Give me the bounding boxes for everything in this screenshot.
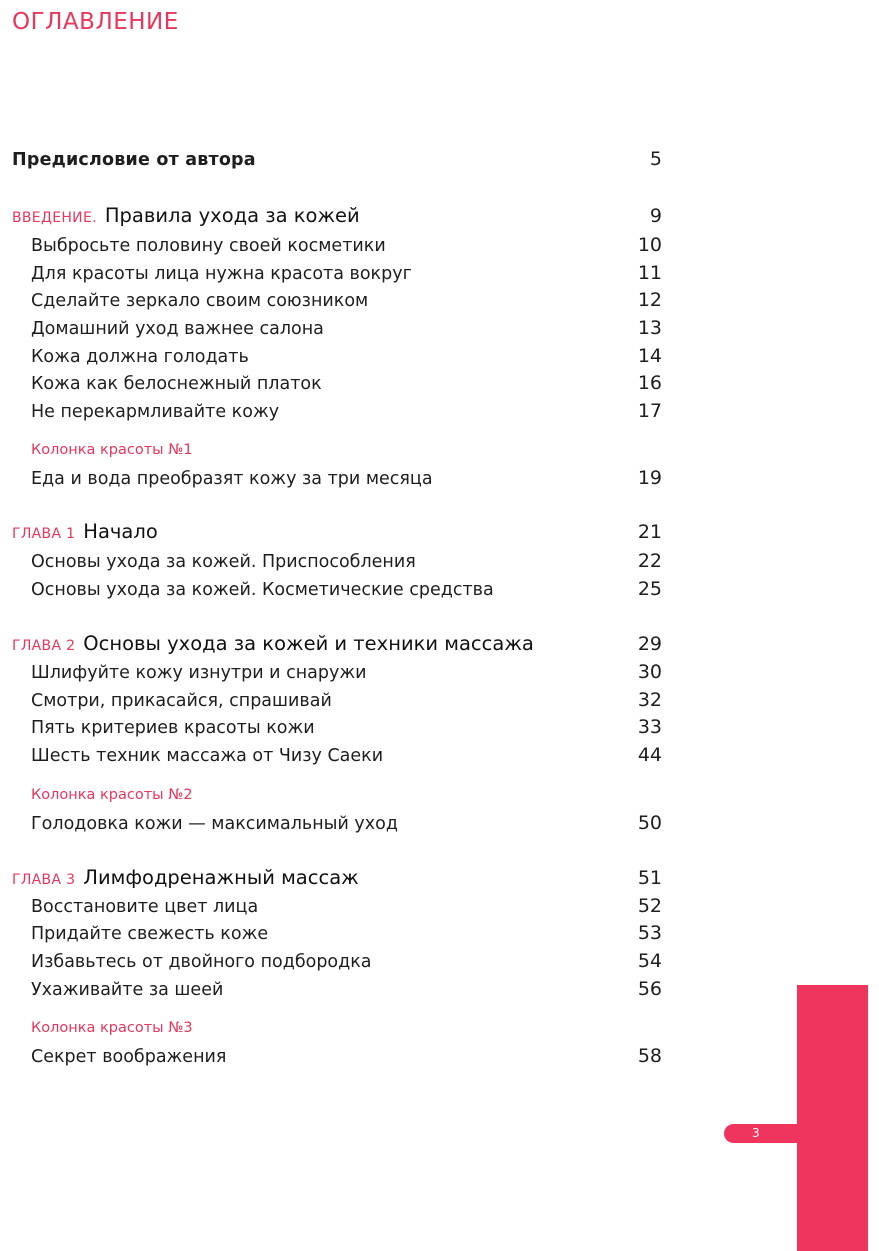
beauty-column-label: Колонка красоты №2 — [31, 787, 193, 803]
toc-page-number: 50 — [637, 812, 662, 834]
toc-entry-label: Пять критериев красоты кожи — [31, 718, 315, 738]
toc-entry[interactable] — [0, 950, 662, 972]
toc-page-number: 54 — [637, 950, 662, 972]
section-prefix: ГЛАВА 3 — [12, 872, 76, 888]
section-heading-chapter-3[interactable] — [0, 866, 662, 889]
toc-entry-label: Выбросьте половину своей косметики — [31, 236, 386, 256]
toc-entry-label: Ухаживайте за шеей — [31, 980, 224, 1000]
toc-page-number: 13 — [637, 317, 662, 339]
toc-entry[interactable] — [0, 372, 662, 394]
toc-entry-label: Секрет воображения — [31, 1047, 227, 1067]
toc-entry[interactable] — [0, 550, 662, 572]
toc-entry-label: Восстановите цвет лица — [31, 897, 259, 917]
toc-page-number: 17 — [637, 400, 662, 422]
toc-entry[interactable] — [0, 289, 662, 311]
toc-entry[interactable] — [0, 400, 662, 422]
toc-entry[interactable] — [0, 234, 662, 256]
toc-page-number: 5 — [649, 148, 662, 170]
toc-entry-label: Голодовка кожи — максимальный уход — [31, 814, 398, 834]
toc-entry-label: Кожа должна голодать — [31, 347, 249, 367]
toc-page-number: 25 — [637, 578, 662, 600]
toc-page-number: 16 — [637, 372, 662, 394]
toc-entry-beauty-column[interactable] — [0, 812, 662, 834]
toc-entry[interactable] — [0, 922, 662, 944]
toc-entry-label: Основы ухода за кожей. Косметические средства — [31, 580, 494, 600]
toc-entry[interactable] — [0, 716, 662, 738]
toc-entry-beauty-column[interactable] — [0, 1045, 662, 1067]
toc-page-number: 19 — [637, 467, 662, 489]
toc-entry-label: Кожа как белоснежный платок — [31, 374, 322, 394]
page-number: 3 — [752, 1126, 760, 1140]
toc-entry-label: Домашний уход важнее салона — [31, 319, 324, 339]
toc-page-number: 51 — [637, 867, 662, 889]
section-title: Правила ухода за кожей — [104, 204, 360, 227]
section-prefix: ГЛАВА 1 — [12, 526, 76, 542]
toc-entry[interactable] — [0, 689, 662, 711]
toc-entry-label: Основы ухода за кожей. Приспособления — [31, 552, 416, 572]
toc-entry-label: Придайте свежесть коже — [31, 924, 269, 944]
toc-page-number: 9 — [649, 205, 662, 227]
toc-page-number: 52 — [637, 895, 662, 917]
section-title: Начало — [83, 520, 158, 543]
toc-entry[interactable] — [0, 744, 662, 766]
toc-entry[interactable] — [0, 661, 662, 683]
toc-entry-label: Избавьтесь от двойного подбородка — [31, 952, 372, 972]
beauty-column-label: Колонка красоты №3 — [31, 1020, 193, 1036]
toc-page-number: 21 — [637, 521, 662, 543]
toc-entry-label: Для красоты лица нужна красота вокруг — [31, 264, 412, 284]
section-title: Лимфодренажный массаж — [83, 866, 359, 889]
toc-page-number: 56 — [637, 978, 662, 1000]
section-heading-chapter-1[interactable] — [0, 520, 662, 543]
toc-page-number: 58 — [637, 1045, 662, 1067]
toc-page-number: 14 — [637, 345, 662, 367]
page-title: ОГЛАВЛЕНИЕ — [12, 9, 179, 35]
toc-page-number: 12 — [637, 289, 662, 311]
toc-page-number: 44 — [637, 744, 662, 766]
toc-entry-label: Шлифуйте кожу изнутри и снаружи — [31, 663, 367, 683]
section-heading-intro[interactable] — [0, 204, 662, 227]
section-prefix: ГЛАВА 2 — [12, 638, 76, 654]
page-number-tab — [724, 1124, 868, 1143]
toc-entry[interactable] — [0, 895, 662, 917]
toc-entry[interactable] — [0, 317, 662, 339]
toc-entry-beauty-column[interactable] — [0, 467, 662, 489]
decorative-red-bar — [797, 985, 868, 1251]
toc-entry[interactable] — [0, 262, 662, 284]
toc-entry-label: Смотри, прикасайся, спрашивай — [31, 691, 332, 711]
toc-entry[interactable] — [0, 345, 662, 367]
toc-entry-label: Сделайте зеркало своим союзником — [31, 291, 369, 311]
toc-entry-label: Шесть техник массажа от Чизу Саеки — [31, 746, 384, 766]
toc-page-number: 53 — [637, 922, 662, 944]
toc-page-number: 33 — [637, 716, 662, 738]
toc-page-number: 30 — [637, 661, 662, 683]
toc-entry[interactable] — [0, 578, 662, 600]
section-title: Основы ухода за кожей и техники массажа — [83, 632, 534, 655]
section-prefix: ВВЕДЕНИЕ. — [12, 210, 97, 226]
toc-entry-label: Не перекармливайте кожу — [31, 402, 280, 422]
toc-page-number: 11 — [637, 262, 662, 284]
toc-entry-label: Еда и вода преобразят кожу за три месяца — [31, 469, 433, 489]
beauty-column-label: Колонка красоты №1 — [31, 442, 193, 458]
toc-entry[interactable] — [0, 978, 662, 1000]
toc-page-number: 29 — [637, 633, 662, 655]
toc-page-number: 10 — [637, 234, 662, 256]
toc-entry-preface[interactable] — [0, 148, 662, 170]
toc-entry-label: Предисловие от автора — [12, 150, 256, 170]
toc-page-number: 22 — [637, 550, 662, 572]
section-heading-chapter-2[interactable] — [0, 632, 662, 655]
toc-page-number: 32 — [637, 689, 662, 711]
